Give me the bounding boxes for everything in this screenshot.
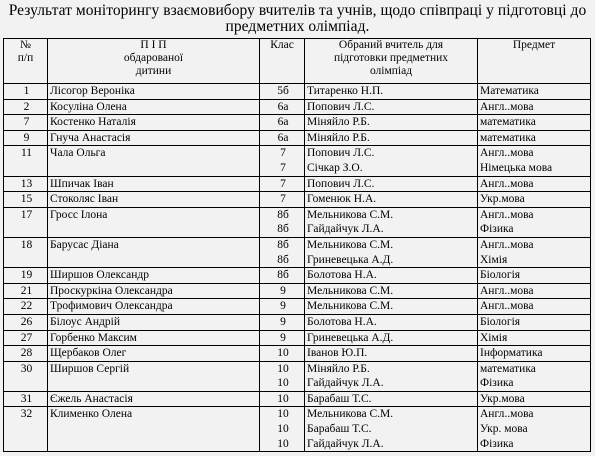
teacher-name: Іванов Ю.П.	[307, 347, 368, 360]
row-number-cell: 9	[4, 130, 48, 146]
table-row	[4, 237, 591, 267]
subject-name: Фізика	[480, 377, 514, 390]
row-number-cell: 30	[4, 361, 48, 391]
subject-cell	[478, 130, 591, 146]
class-value: 10	[277, 423, 289, 436]
table-body	[4, 84, 591, 452]
page-title: Результат моніторингу взаємовибору вчителів та учнів, щодо співпраці у підготовці до предметних олімпіад.	[8, 2, 587, 35]
subject-name: математика	[480, 131, 536, 144]
class-value: 8б	[277, 223, 289, 236]
class-cell	[260, 115, 305, 131]
class-value: 7	[280, 161, 286, 174]
class-value: 8б	[277, 208, 289, 221]
table-row	[4, 268, 591, 284]
table-header	[4, 39, 591, 84]
class-cell	[260, 283, 305, 299]
class-cell	[260, 407, 305, 452]
teacher-cell	[305, 299, 478, 315]
header-subject: Предмет	[478, 39, 591, 84]
subject-cell	[478, 146, 591, 176]
table-row	[4, 314, 591, 330]
table-row	[4, 207, 591, 237]
teacher-cell	[305, 237, 478, 267]
teacher-name: Міняйло Р.Б.	[307, 362, 370, 375]
class-value: 8б	[277, 269, 289, 282]
table-row	[4, 192, 591, 208]
monitoring-table	[3, 38, 591, 452]
teacher-name: Попович Л.С.	[307, 177, 375, 190]
teacher-cell	[305, 391, 478, 407]
teacher-cell	[305, 330, 478, 346]
table-row	[4, 299, 591, 315]
table-row	[4, 346, 591, 362]
teacher-name: Болотова Н.А.	[307, 315, 377, 328]
table-row	[4, 407, 591, 452]
class-cell	[260, 192, 305, 208]
class-cell	[260, 330, 305, 346]
class-cell	[260, 207, 305, 237]
teacher-name: Болотова Н.А.	[307, 269, 377, 282]
subject-name: математика	[480, 116, 536, 129]
student-name-cell: Трофимович Олександра	[48, 299, 260, 315]
teacher-cell	[305, 115, 478, 131]
student-name-cell: Шпичак Іван	[48, 176, 260, 192]
table-row	[4, 176, 591, 192]
subject-cell	[478, 99, 591, 115]
teacher-name: Попович Л.С.	[307, 147, 375, 160]
class-value: 9	[280, 284, 286, 297]
teacher-name: Барабаш Т.С.	[307, 392, 372, 405]
table-row	[4, 391, 591, 407]
subject-cell	[478, 346, 591, 362]
row-number-cell: 18	[4, 237, 48, 267]
subject-name: Англ..мова	[480, 147, 534, 160]
teacher-name: Гайдайчук Л.А.	[307, 223, 384, 236]
subject-name: Укр. мова	[480, 423, 528, 436]
student-name-cell: Барусас Діана	[48, 237, 260, 267]
subject-name: Англ..мова	[480, 238, 534, 251]
subject-cell	[478, 330, 591, 346]
subject-name: Англ..мова	[480, 177, 534, 190]
subject-name: Німецька мова	[480, 161, 553, 174]
class-cell	[260, 361, 305, 391]
subject-name: Укр.мова	[480, 392, 525, 405]
teacher-name: Гоменюк Н.А.	[307, 193, 377, 206]
teacher-name: Гайдайчук Л.А.	[307, 437, 384, 450]
header-num: № п/п	[4, 39, 48, 84]
subject-name: Математика	[480, 85, 539, 97]
subject-name: Англ..мова	[480, 100, 534, 113]
student-name-cell: Горбенко Максим	[48, 330, 260, 346]
class-value: 6а	[277, 131, 289, 144]
class-cell	[260, 84, 305, 100]
row-number-cell: 27	[4, 330, 48, 346]
class-cell	[260, 146, 305, 176]
subject-cell	[478, 192, 591, 208]
class-value: 10	[277, 392, 289, 405]
student-name-cell: Щербаков Олег	[48, 346, 260, 362]
row-number-cell: 17	[4, 207, 48, 237]
class-value: 9	[280, 331, 286, 344]
teacher-cell	[305, 84, 478, 100]
student-name-cell: Білоус Андрій	[48, 314, 260, 330]
subject-cell	[478, 176, 591, 192]
subject-name: Фізика	[480, 223, 514, 236]
class-value: 10	[277, 408, 289, 421]
teacher-name: Мельникова С.М.	[307, 238, 394, 251]
row-number-cell: 11	[4, 146, 48, 176]
class-value: 8б	[277, 253, 289, 266]
student-name-cell: Гросс Ілона	[48, 207, 260, 237]
subject-name: математика	[480, 362, 536, 375]
table-row	[4, 84, 591, 100]
teacher-cell	[305, 146, 478, 176]
teacher-name: Мельникова С.М.	[307, 300, 394, 313]
subject-name: Фізика	[480, 437, 514, 450]
class-value: 9	[280, 300, 286, 313]
student-name-cell: Лісогор Вероніка	[48, 84, 260, 100]
student-name-cell: Чала Ольга	[48, 146, 260, 176]
subject-cell	[478, 299, 591, 315]
row-number-cell: 2	[4, 99, 48, 115]
header-class: Клас	[260, 39, 305, 84]
class-cell	[260, 99, 305, 115]
class-cell	[260, 130, 305, 146]
teacher-cell	[305, 192, 478, 208]
header-teacher: Обраний вчитель для підготовки предметних олімпіад	[305, 39, 478, 84]
class-cell	[260, 346, 305, 362]
table-row	[4, 283, 591, 299]
teacher-name: Міняйло Р.Б.	[307, 131, 370, 144]
subject-name: Англ..мова	[480, 208, 534, 221]
teacher-cell	[305, 268, 478, 284]
teacher-name: Гриневецька А.Д.	[307, 253, 394, 266]
class-cell	[260, 268, 305, 284]
teacher-name: Гриневецька А.Д.	[307, 331, 394, 344]
subject-cell	[478, 237, 591, 267]
student-name-cell: Костенко Наталія	[48, 115, 260, 131]
class-value: 10	[277, 347, 289, 360]
subject-name: Біологія	[480, 269, 521, 282]
table-row	[4, 130, 591, 146]
student-name-cell: Косуліна Олена	[48, 99, 260, 115]
teacher-name: Попович Л.С.	[307, 100, 375, 113]
teacher-cell	[305, 407, 478, 452]
teacher-cell	[305, 130, 478, 146]
subject-name: Англ..мова	[480, 284, 534, 297]
student-name-cell: Клименко Олена	[48, 407, 260, 452]
subject-cell	[478, 268, 591, 284]
subject-cell	[478, 283, 591, 299]
subject-name: Хімія	[480, 253, 508, 266]
class-cell	[260, 299, 305, 315]
row-number-cell: 1	[4, 84, 48, 100]
teacher-name: Титаренко Н.П.	[307, 85, 384, 97]
class-cell	[260, 314, 305, 330]
subject-cell	[478, 84, 591, 100]
teacher-name: Міняйло Р.Б.	[307, 116, 370, 129]
subject-name: Англ..мова	[480, 300, 534, 313]
teacher-name: Барабаш Т.С.	[307, 423, 372, 436]
subject-cell	[478, 314, 591, 330]
class-value: 10	[277, 362, 289, 375]
class-value: 6а	[277, 116, 289, 129]
row-number-cell: 15	[4, 192, 48, 208]
class-value: 7	[280, 193, 286, 206]
header-name: П І П обдарованої дитини	[48, 39, 260, 84]
row-number-cell: 28	[4, 346, 48, 362]
subject-cell	[478, 391, 591, 407]
subject-name: Біологія	[480, 315, 521, 328]
class-value: 5б	[277, 85, 289, 97]
class-cell	[260, 237, 305, 267]
class-cell	[260, 391, 305, 407]
row-number-cell: 21	[4, 283, 48, 299]
row-number-cell: 19	[4, 268, 48, 284]
teacher-cell	[305, 207, 478, 237]
student-name-cell: Ширшов Сергій	[48, 361, 260, 391]
table-row	[4, 361, 591, 391]
subject-name: Хімія	[480, 331, 508, 344]
subject-cell	[478, 407, 591, 452]
student-name-cell: Стоколяс Іван	[48, 192, 260, 208]
teacher-cell	[305, 99, 478, 115]
class-value: 8б	[277, 238, 289, 251]
teacher-name: Мельникова С.М.	[307, 284, 394, 297]
row-number-cell: 31	[4, 391, 48, 407]
teacher-name: Гайдайчук Л.А.	[307, 377, 384, 390]
student-name-cell: Ширшов Олександр	[48, 268, 260, 284]
row-number-cell: 7	[4, 115, 48, 131]
class-value: 7	[280, 147, 286, 160]
student-name-cell: Гнуча Анастасія	[48, 130, 260, 146]
table-row	[4, 115, 591, 131]
row-number-cell: 32	[4, 407, 48, 452]
teacher-name: Мельникова С.М.	[307, 408, 394, 421]
class-value: 9	[280, 315, 286, 328]
student-name-cell: Проскуркіна Олександра	[48, 283, 260, 299]
class-value: 10	[277, 437, 289, 450]
teacher-cell	[305, 361, 478, 391]
subject-name: Англ..мова	[480, 408, 534, 421]
teacher-cell	[305, 283, 478, 299]
subject-name: Укр.мова	[480, 193, 525, 206]
subject-name: Інформатика	[480, 347, 543, 360]
table-row	[4, 146, 591, 176]
row-number-cell: 13	[4, 176, 48, 192]
class-value: 6а	[277, 100, 289, 113]
class-cell	[260, 176, 305, 192]
class-value: 10	[277, 377, 289, 390]
teacher-name: Січкар З.О.	[307, 161, 363, 174]
row-number-cell: 26	[4, 314, 48, 330]
subject-cell	[478, 361, 591, 391]
row-number-cell: 22	[4, 299, 48, 315]
teacher-name: Мельникова С.М.	[307, 208, 394, 221]
student-name-cell: Єжель Анастасія	[48, 391, 260, 407]
table-row	[4, 330, 591, 346]
table-row	[4, 99, 591, 115]
teacher-cell	[305, 176, 478, 192]
subject-cell	[478, 207, 591, 237]
class-value: 7	[280, 177, 286, 190]
teacher-cell	[305, 346, 478, 362]
teacher-cell	[305, 314, 478, 330]
subject-cell	[478, 115, 591, 131]
